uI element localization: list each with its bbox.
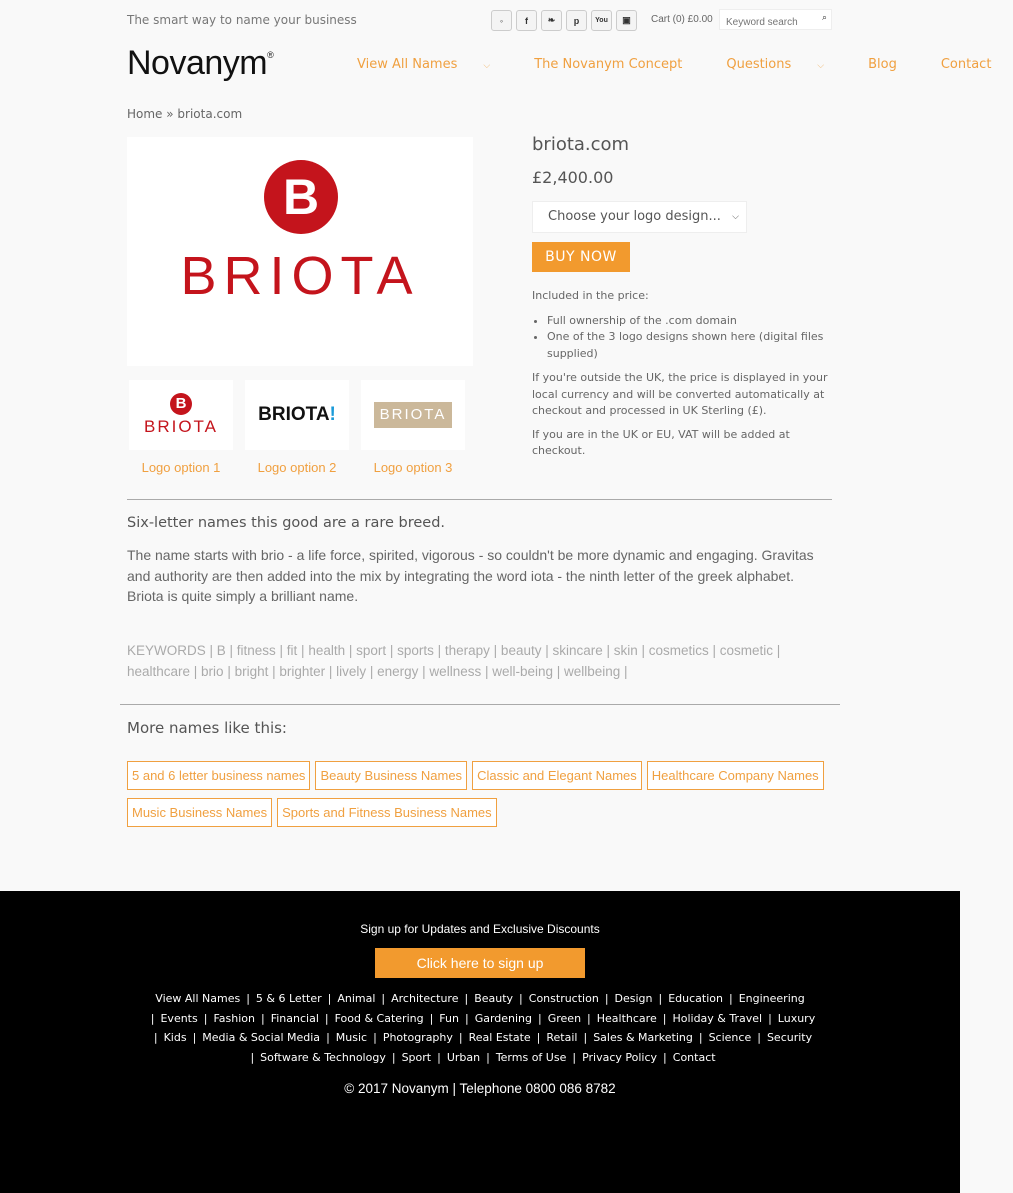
logo-mark-circle: B bbox=[170, 393, 192, 415]
nav-view-all-names[interactable] bbox=[357, 57, 512, 72]
signup-button[interactable]: Click here to sign up bbox=[375, 948, 585, 978]
footer-link[interactable]: Animal bbox=[337, 992, 376, 1005]
logo-option-label[interactable]: Logo option 1 bbox=[141, 460, 221, 475]
link-separator: | bbox=[326, 1031, 330, 1045]
wordmark-text: BRIOTA bbox=[258, 404, 330, 425]
footer-link[interactable]: Healthcare bbox=[596, 1011, 657, 1025]
list-item: • One of the 3 logo designs shown here (digital files supplied) bbox=[547, 329, 832, 362]
footer-link[interactable]: Kids bbox=[163, 1031, 187, 1045]
social-icons bbox=[491, 10, 637, 31]
footer-link[interactable]: Sales & Marketing bbox=[593, 1031, 693, 1045]
link-separator: | bbox=[192, 1031, 197, 1045]
category-tag[interactable]: Classic and Elegant Names bbox=[472, 761, 642, 790]
search-input[interactable] bbox=[720, 13, 812, 32]
link-separator: | bbox=[327, 992, 332, 1005]
category-tag[interactable]: Music Business Names bbox=[127, 798, 272, 827]
included-info bbox=[532, 288, 832, 467]
logo-wordmark bbox=[258, 404, 336, 426]
logo-wordmark: BRIOTA bbox=[180, 246, 420, 306]
nav-novanym-concept[interactable] bbox=[534, 57, 704, 72]
link-separator: | bbox=[260, 1011, 265, 1025]
link-separator: | bbox=[373, 1031, 377, 1045]
nav-questions[interactable] bbox=[726, 57, 846, 72]
divider bbox=[127, 499, 832, 500]
footer-link[interactable]: Architecture bbox=[391, 992, 459, 1005]
logo-option-label[interactable]: Logo option 3 bbox=[373, 460, 453, 475]
link-separator: | bbox=[729, 992, 733, 1005]
buy-now-button[interactable]: BUY NOW bbox=[532, 242, 630, 272]
list-item: • Full ownership of the .com domain bbox=[547, 313, 832, 330]
search-icon[interactable]: ⌕ bbox=[821, 13, 827, 23]
logo-design-select[interactable] bbox=[532, 201, 747, 233]
tagline: The smart way to name your business bbox=[127, 13, 357, 27]
divider bbox=[120, 704, 840, 705]
link-separator: | bbox=[768, 1011, 772, 1025]
footer-link[interactable]: Retail bbox=[546, 1031, 578, 1045]
footer bbox=[0, 891, 960, 1193]
footer-link[interactable]: Design bbox=[614, 992, 653, 1005]
logo-text: Novanym bbox=[127, 44, 268, 82]
signup-text: Sign up for Updates and Exclusive Discounts bbox=[360, 922, 600, 936]
chevron-down-icon: ⌵ bbox=[483, 61, 491, 71]
product-price: £2,400.00 bbox=[532, 168, 614, 187]
link-separator: | bbox=[583, 1031, 588, 1045]
link-separator: | bbox=[464, 1011, 469, 1025]
footer-link[interactable]: Software & Technology bbox=[260, 1050, 386, 1064]
registered-mark: ® bbox=[267, 50, 274, 60]
footer-link[interactable]: Events bbox=[160, 1011, 198, 1025]
link-separator: | bbox=[324, 1011, 329, 1025]
footer-link[interactable]: Privacy Policy bbox=[582, 1050, 658, 1064]
category-tag[interactable]: Healthcare Company Names bbox=[647, 761, 824, 790]
product-main-image[interactable] bbox=[127, 137, 473, 366]
link-separator: | bbox=[658, 992, 663, 1005]
breadcrumb[interactable]: Home » briota.com bbox=[127, 107, 243, 121]
footer-link[interactable]: Engineering bbox=[738, 992, 805, 1005]
footer-links bbox=[130, 989, 830, 1067]
footer-link[interactable]: Media & Social Media bbox=[202, 1031, 321, 1045]
footer-link[interactable]: Contact bbox=[672, 1050, 716, 1064]
pinterest-icon[interactable]: p bbox=[566, 10, 587, 31]
link-separator: | bbox=[662, 1011, 667, 1025]
footer-link-row bbox=[130, 1009, 830, 1029]
youtube-icon[interactable]: You bbox=[591, 10, 612, 31]
link-separator: | bbox=[437, 1050, 441, 1064]
footer-link[interactable]: Fun bbox=[439, 1011, 459, 1025]
link-separator: | bbox=[250, 1050, 255, 1064]
category-tags bbox=[127, 761, 832, 827]
footer-link[interactable]: Financial bbox=[270, 1011, 319, 1025]
twitter-icon[interactable]: ❧ bbox=[541, 10, 562, 31]
link-separator: | bbox=[757, 1031, 761, 1045]
nav-label: Blog bbox=[868, 57, 897, 72]
nav-contact[interactable] bbox=[941, 57, 1013, 72]
footer-link[interactable]: Green bbox=[547, 1011, 582, 1025]
footer-link[interactable]: Sport bbox=[401, 1050, 432, 1064]
nav-label: The Novanym Concept bbox=[534, 57, 683, 72]
logo-option-label[interactable]: Logo option 2 bbox=[257, 460, 337, 475]
nav-label: View All Names bbox=[357, 57, 458, 72]
link-separator: | bbox=[572, 1050, 577, 1064]
thumbnail-image[interactable] bbox=[129, 380, 233, 450]
link-separator: | bbox=[587, 1011, 591, 1025]
link-separator: | bbox=[519, 992, 523, 1005]
footer-link[interactable]: Urban bbox=[446, 1050, 481, 1064]
rss-icon[interactable]: ◦ bbox=[491, 10, 512, 31]
footer-link-row bbox=[130, 1028, 830, 1048]
nav-label: Contact bbox=[940, 57, 992, 72]
select-value: Choose your logo design... bbox=[548, 209, 721, 224]
link-separator: | bbox=[464, 992, 469, 1005]
footer-link[interactable]: Holiday & Travel bbox=[672, 1011, 763, 1025]
footer-link-row bbox=[130, 1048, 830, 1068]
footer-link[interactable]: Security bbox=[766, 1031, 813, 1045]
footer-link-row bbox=[130, 989, 830, 1009]
footer-link[interactable]: Education bbox=[668, 992, 723, 1005]
cart-link[interactable]: Cart (0) £0.00 bbox=[651, 14, 713, 25]
footer-link[interactable]: Photography bbox=[382, 1031, 453, 1045]
included-list bbox=[547, 313, 832, 363]
search-box bbox=[719, 9, 832, 30]
nav-label: Questions bbox=[726, 57, 792, 72]
footer-link[interactable]: 5 & 6 Letter bbox=[255, 992, 322, 1005]
link-separator: | bbox=[458, 1031, 463, 1045]
footer-link[interactable]: Food & Catering bbox=[334, 1011, 424, 1025]
keywords: KEYWORDS | B | fitness | fit | health | sport | sports | therapy | beauty | skincare | skin | cosmetics | cosmetic | healthcare | brio | bright | brighter | lively | energy | wellness | well-being | wellbeing | bbox=[127, 643, 781, 679]
currency-note: If you're outside the UK, the price is displayed in your local currency and will be converted automatically at checkout and processed in UK Sterling (£). bbox=[532, 371, 828, 417]
chevron-down-icon: ⌵ bbox=[817, 61, 825, 71]
footer-link[interactable]: View All Names bbox=[155, 992, 241, 1005]
link-separator: | bbox=[604, 992, 609, 1005]
logo-option-3[interactable] bbox=[361, 380, 465, 475]
site-logo[interactable] bbox=[127, 44, 273, 83]
link-separator: | bbox=[150, 1011, 155, 1025]
copyright: © 2017 Novanym | Telephone 0800 086 8782 bbox=[344, 1081, 616, 1096]
link-separator: | bbox=[153, 1031, 158, 1045]
thumbnail-image[interactable] bbox=[245, 380, 349, 450]
logo-option-2[interactable] bbox=[245, 380, 349, 475]
logo-option-1[interactable] bbox=[129, 380, 233, 475]
link-separator: | bbox=[246, 992, 250, 1005]
nav-blog[interactable] bbox=[868, 57, 919, 72]
category-tag[interactable]: Beauty Business Names bbox=[315, 761, 467, 790]
description-body: The name starts with brio - a life force, spirited, vigorous - so couldn't be more dynamic and engaging. Gravitas and authority are then added into the mix by integrating the word iota - the ninth letter of the greek alphabet. Briota is quite simply a brilliant name. bbox=[127, 547, 814, 604]
category-tag[interactable]: Sports and Fitness Business Names bbox=[277, 798, 497, 827]
main-nav bbox=[357, 57, 1013, 72]
footer-link[interactable]: Construction bbox=[528, 992, 599, 1005]
footer-link[interactable]: Music bbox=[335, 1031, 368, 1045]
link-separator: | bbox=[698, 1031, 703, 1045]
footer-link[interactable]: Terms of Use bbox=[495, 1050, 567, 1064]
link-separator: | bbox=[538, 1011, 542, 1025]
description-heading: Six-letter names this good are a rare breed. bbox=[127, 515, 446, 531]
link-separator: | bbox=[486, 1050, 490, 1064]
link-separator: | bbox=[536, 1031, 541, 1045]
chevron-down-icon: ⌵ bbox=[732, 212, 739, 222]
vat-note: If you are in the UK or EU, VAT will be added at checkout. bbox=[532, 427, 790, 457]
facebook-icon[interactable]: f bbox=[516, 10, 537, 31]
logo-wordmark: BRIOTA bbox=[143, 417, 219, 436]
category-tag[interactable]: 5 and 6 letter business names bbox=[127, 761, 310, 790]
logo-thumbnails bbox=[129, 380, 465, 475]
product-title: briota.com bbox=[532, 134, 630, 155]
logo-wordmark: BRIOTA bbox=[374, 402, 452, 428]
link-separator: | bbox=[663, 1050, 667, 1064]
link-separator: | bbox=[203, 1011, 208, 1025]
instagram-icon[interactable]: ▣ bbox=[616, 10, 637, 31]
thumbnail-image[interactable] bbox=[361, 380, 465, 450]
link-separator: | bbox=[429, 1011, 434, 1025]
footer-link[interactable]: Gardening bbox=[474, 1011, 533, 1025]
link-separator: | bbox=[391, 1050, 396, 1064]
footer-link[interactable]: Real Estate bbox=[468, 1031, 531, 1045]
wordmark-exclamation: ! bbox=[329, 404, 336, 425]
more-names-heading: More names like this: bbox=[127, 719, 287, 737]
footer-link[interactable]: Luxury bbox=[777, 1011, 816, 1025]
link-separator: | bbox=[381, 992, 386, 1005]
footer-link[interactable]: Beauty bbox=[474, 992, 514, 1005]
logo-mark-circle: B bbox=[264, 160, 338, 234]
footer-link[interactable]: Science bbox=[708, 1031, 752, 1045]
included-heading: Included in the price: bbox=[532, 289, 649, 302]
footer-link[interactable]: Fashion bbox=[213, 1011, 255, 1025]
